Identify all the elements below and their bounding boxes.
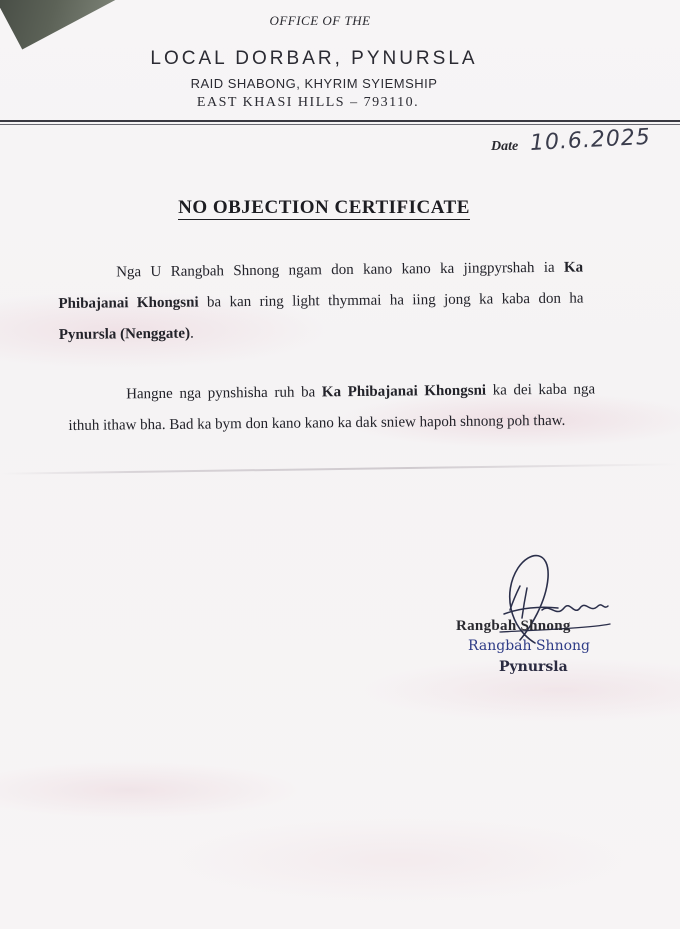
header-title: LOCAL DORBAR, PYNURSLA (150, 48, 478, 69)
paper-fold-line (0, 463, 680, 474)
para1-text-end: . (189, 325, 194, 342)
header-divider (0, 120, 680, 122)
signatory-printed-title: Rangbah Shnong (456, 618, 571, 634)
paragraph-2 (68, 374, 596, 442)
para2-text-start: Hangne nga pynshisha ruh ba (126, 384, 322, 403)
para2-applicant-name: Ka Phibajanai Khongsni (321, 382, 487, 401)
para1-place: Pynursla (Nenggate) (58, 325, 191, 343)
header-office-of: OFFICE OF THE (269, 13, 371, 28)
para1-text-middle: ba kan ring light thymmai ha iing jong ka kaba don ha (198, 290, 584, 311)
header-address-line2: EAST KHASI HILLS – 793110. (196, 95, 420, 110)
stamp-title: Rangbah Shnong (468, 638, 590, 654)
header-divider-thin (0, 124, 680, 125)
document-title-text: NO OBJECTION CERTIFICATE (178, 197, 470, 218)
stamp-place: Pynursla (499, 659, 568, 675)
date-value-handwritten: 10.6.2025 (529, 124, 652, 156)
para1-text-start: Nga U Rangbah Shnong ngam don kano kano ka jingpyrshah ia (116, 259, 555, 281)
paragraph-1 (58, 253, 584, 351)
para1-applicant-name: Ka Phibajanai Khongsni (58, 259, 584, 312)
header-address-line1: RAID SHABONG, KHYRIM SYIEMSHIP (190, 76, 438, 91)
para2-text-end: ka dei kaba nga ithuh ithaw bha. Bad ka bym don kano kano ka dak sniew hapoh shnong poh thaw. (68, 381, 596, 434)
date-label: Date (491, 139, 519, 154)
document-title (0, 197, 648, 219)
